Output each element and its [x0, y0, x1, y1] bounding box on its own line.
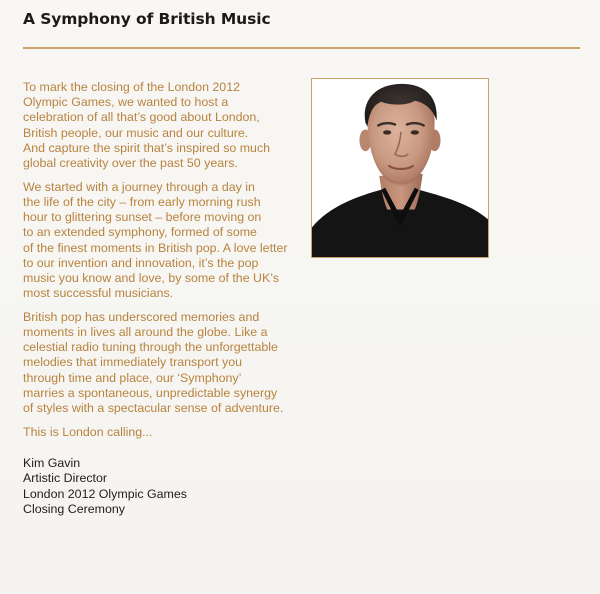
text-line: And capture the spirit that’s inspired so much: [23, 140, 271, 155]
text-line: to an extended symphony, formed of some: [23, 225, 257, 240]
paragraph-3: [23, 310, 293, 416]
text-line: Olympic Games, we wanted to host a: [23, 95, 229, 110]
signature-ceremony: Closing Ceremony: [23, 502, 125, 517]
title-divider: [23, 47, 580, 49]
text-line: This is London calling...: [23, 424, 153, 439]
page-title: A Symphony of British Music: [23, 10, 271, 28]
portrait-photo: [311, 78, 489, 258]
text-line: music you know and love, by some of the UK’s: [23, 270, 279, 285]
text-line: To mark the closing of the London 2012: [23, 80, 240, 94]
text-line: British people, our music and our culture.: [23, 125, 249, 140]
text-line: hour to glittering sunset – before moving on: [23, 210, 262, 225]
text-line: of the finest moments in British pop. A love letter: [23, 240, 288, 255]
text-line: celebration of all that’s good about London,: [23, 110, 260, 125]
paragraph-1: [23, 80, 293, 171]
paragraph-2: [23, 180, 293, 302]
text-line: most successful musicians.: [23, 286, 174, 301]
text-line: melodies that immediately transport you: [23, 355, 243, 370]
signature-event: London 2012 Olympic Games: [23, 486, 187, 501]
text-line: celestial radio tuning through the unforgettable: [23, 340, 278, 355]
portrait-illustration: [312, 79, 488, 257]
text-line: through time and place, our ‘Symphony’: [23, 370, 242, 385]
intro-text: [23, 80, 293, 448]
signature-name: Kim Gavin: [23, 456, 81, 470]
text-line: marries a spontaneous, unpredictable synergy: [23, 385, 278, 400]
signature-role: Artistic Director: [23, 471, 107, 486]
text-line: of styles with a spectacular sense of adventure.: [23, 401, 284, 416]
text-line: British pop has underscored memories and: [23, 309, 260, 324]
text-line: We started with a journey through a day in: [23, 179, 255, 194]
text-line: the life of the city – from early morning rush: [23, 194, 261, 209]
paragraph-4: [23, 425, 293, 440]
text-line: moments in lives all around the globe. Like a: [23, 325, 268, 340]
text-line: global creativity over the past 50 years.: [23, 156, 238, 171]
text-line: to our invention and innovation, it’s the pop: [23, 255, 259, 270]
signature-block: [23, 456, 187, 518]
